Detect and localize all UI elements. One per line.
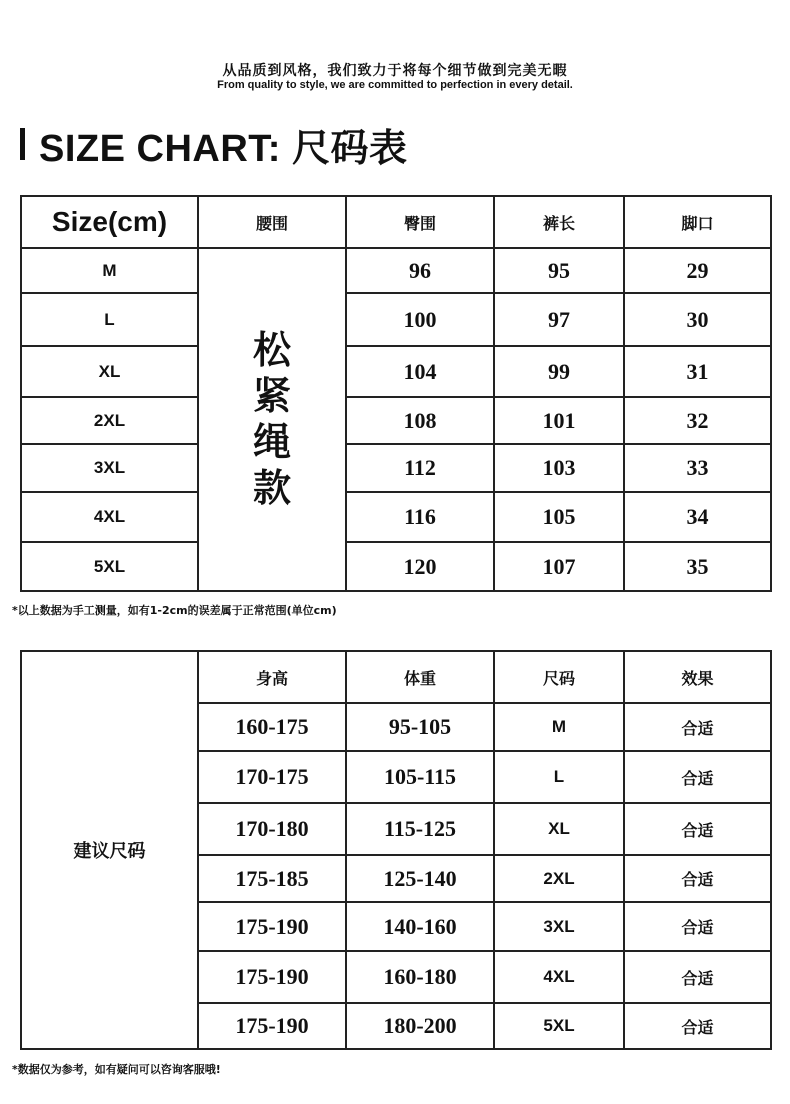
size-cell: M [494, 703, 624, 751]
size-cell: 4XL [21, 492, 198, 542]
height-cell: 175-190 [198, 1003, 346, 1049]
header-weight: 体重 [346, 651, 494, 703]
effect-cell: 合适 [624, 703, 771, 751]
weight-cell: 160-180 [346, 951, 494, 1003]
table-row [21, 346, 771, 397]
header-size: 尺码 [494, 651, 624, 703]
weight-cell: 105-115 [346, 751, 494, 803]
size-cell: 2XL [494, 855, 624, 902]
effect-cell: 合适 [624, 751, 771, 803]
table-row [21, 444, 771, 492]
recommend-header-row [21, 651, 771, 703]
hem-cell: 34 [624, 492, 771, 542]
table-row [21, 542, 771, 591]
effect-cell: 合适 [624, 855, 771, 902]
length-cell: 99 [494, 346, 624, 397]
table-row [21, 293, 771, 346]
size-cell: 3XL [494, 902, 624, 951]
length-cell: 107 [494, 542, 624, 591]
size-cell: L [21, 293, 198, 346]
size-cell: 2XL [21, 397, 198, 444]
weight-cell: 95-105 [346, 703, 494, 751]
size-cell: 5XL [494, 1003, 624, 1049]
weight-cell: 115-125 [346, 803, 494, 855]
hip-cell: 116 [346, 492, 494, 542]
header-size: Size(cm) [21, 196, 198, 248]
effect-cell: 合适 [624, 951, 771, 1003]
title-bar-decoration [20, 128, 25, 160]
size-cell: 3XL [21, 444, 198, 492]
hem-cell: 31 [624, 346, 771, 397]
weight-cell: 125-140 [346, 855, 494, 902]
size-cell: M [21, 248, 198, 293]
measurement-note: *以上数据为手工测量，如有1-2cm的误差属于正常范围(单位cm) [12, 604, 337, 617]
table-row [21, 492, 771, 542]
waist-drawstring-note: 松 紧 绳 款 [198, 248, 346, 591]
size-cell: 4XL [494, 951, 624, 1003]
size-cell: XL [21, 346, 198, 397]
hem-cell: 32 [624, 397, 771, 444]
weight-cell: 180-200 [346, 1003, 494, 1049]
hip-cell: 96 [346, 248, 494, 293]
size-cell: L [494, 751, 624, 803]
effect-cell: 合适 [624, 1003, 771, 1049]
height-cell: 175-190 [198, 902, 346, 951]
recommended-size-table [20, 650, 772, 1050]
effect-cell: 合适 [624, 803, 771, 855]
length-cell: 97 [494, 293, 624, 346]
length-cell: 105 [494, 492, 624, 542]
height-cell: 160-175 [198, 703, 346, 751]
header-hip: 臀围 [346, 196, 494, 248]
recommend-label: 建议尺码 [21, 651, 198, 1049]
header-hem: 脚口 [624, 196, 771, 248]
table-row [21, 248, 771, 293]
hem-cell: 35 [624, 542, 771, 591]
hip-cell: 120 [346, 542, 494, 591]
hem-cell: 30 [624, 293, 771, 346]
length-cell: 101 [494, 397, 624, 444]
height-cell: 170-175 [198, 751, 346, 803]
page-title [20, 122, 408, 170]
size-chart-header-row [21, 196, 771, 248]
weight-cell: 140-160 [346, 902, 494, 951]
length-cell: 95 [494, 248, 624, 293]
hip-cell: 104 [346, 346, 494, 397]
header-waist: 腰围 [198, 196, 346, 248]
table-row [21, 397, 771, 444]
reference-note: *数据仅为参考，如有疑问可以咨询客服哦! [12, 1063, 221, 1076]
height-cell: 170-180 [198, 803, 346, 855]
header-length: 裤长 [494, 196, 624, 248]
effect-cell: 合适 [624, 902, 771, 951]
tagline-chinese: 从品质到风格，我们致力于将每个细节做到完美无暇 [222, 63, 568, 79]
height-cell: 175-185 [198, 855, 346, 902]
hem-cell: 33 [624, 444, 771, 492]
page-title-text: SIZE CHART: 尺码表 [39, 127, 408, 170]
tagline-english: From quality to style, we are committed to perfection in every detail. [217, 79, 573, 91]
hem-cell: 29 [624, 248, 771, 293]
header-height: 身高 [198, 651, 346, 703]
header-effect: 效果 [624, 651, 771, 703]
height-cell: 175-190 [198, 951, 346, 1003]
size-cell: XL [494, 803, 624, 855]
hip-cell: 108 [346, 397, 494, 444]
hip-cell: 112 [346, 444, 494, 492]
size-chart-table [20, 195, 772, 592]
hip-cell: 100 [346, 293, 494, 346]
size-cell: 5XL [21, 542, 198, 591]
length-cell: 103 [494, 444, 624, 492]
